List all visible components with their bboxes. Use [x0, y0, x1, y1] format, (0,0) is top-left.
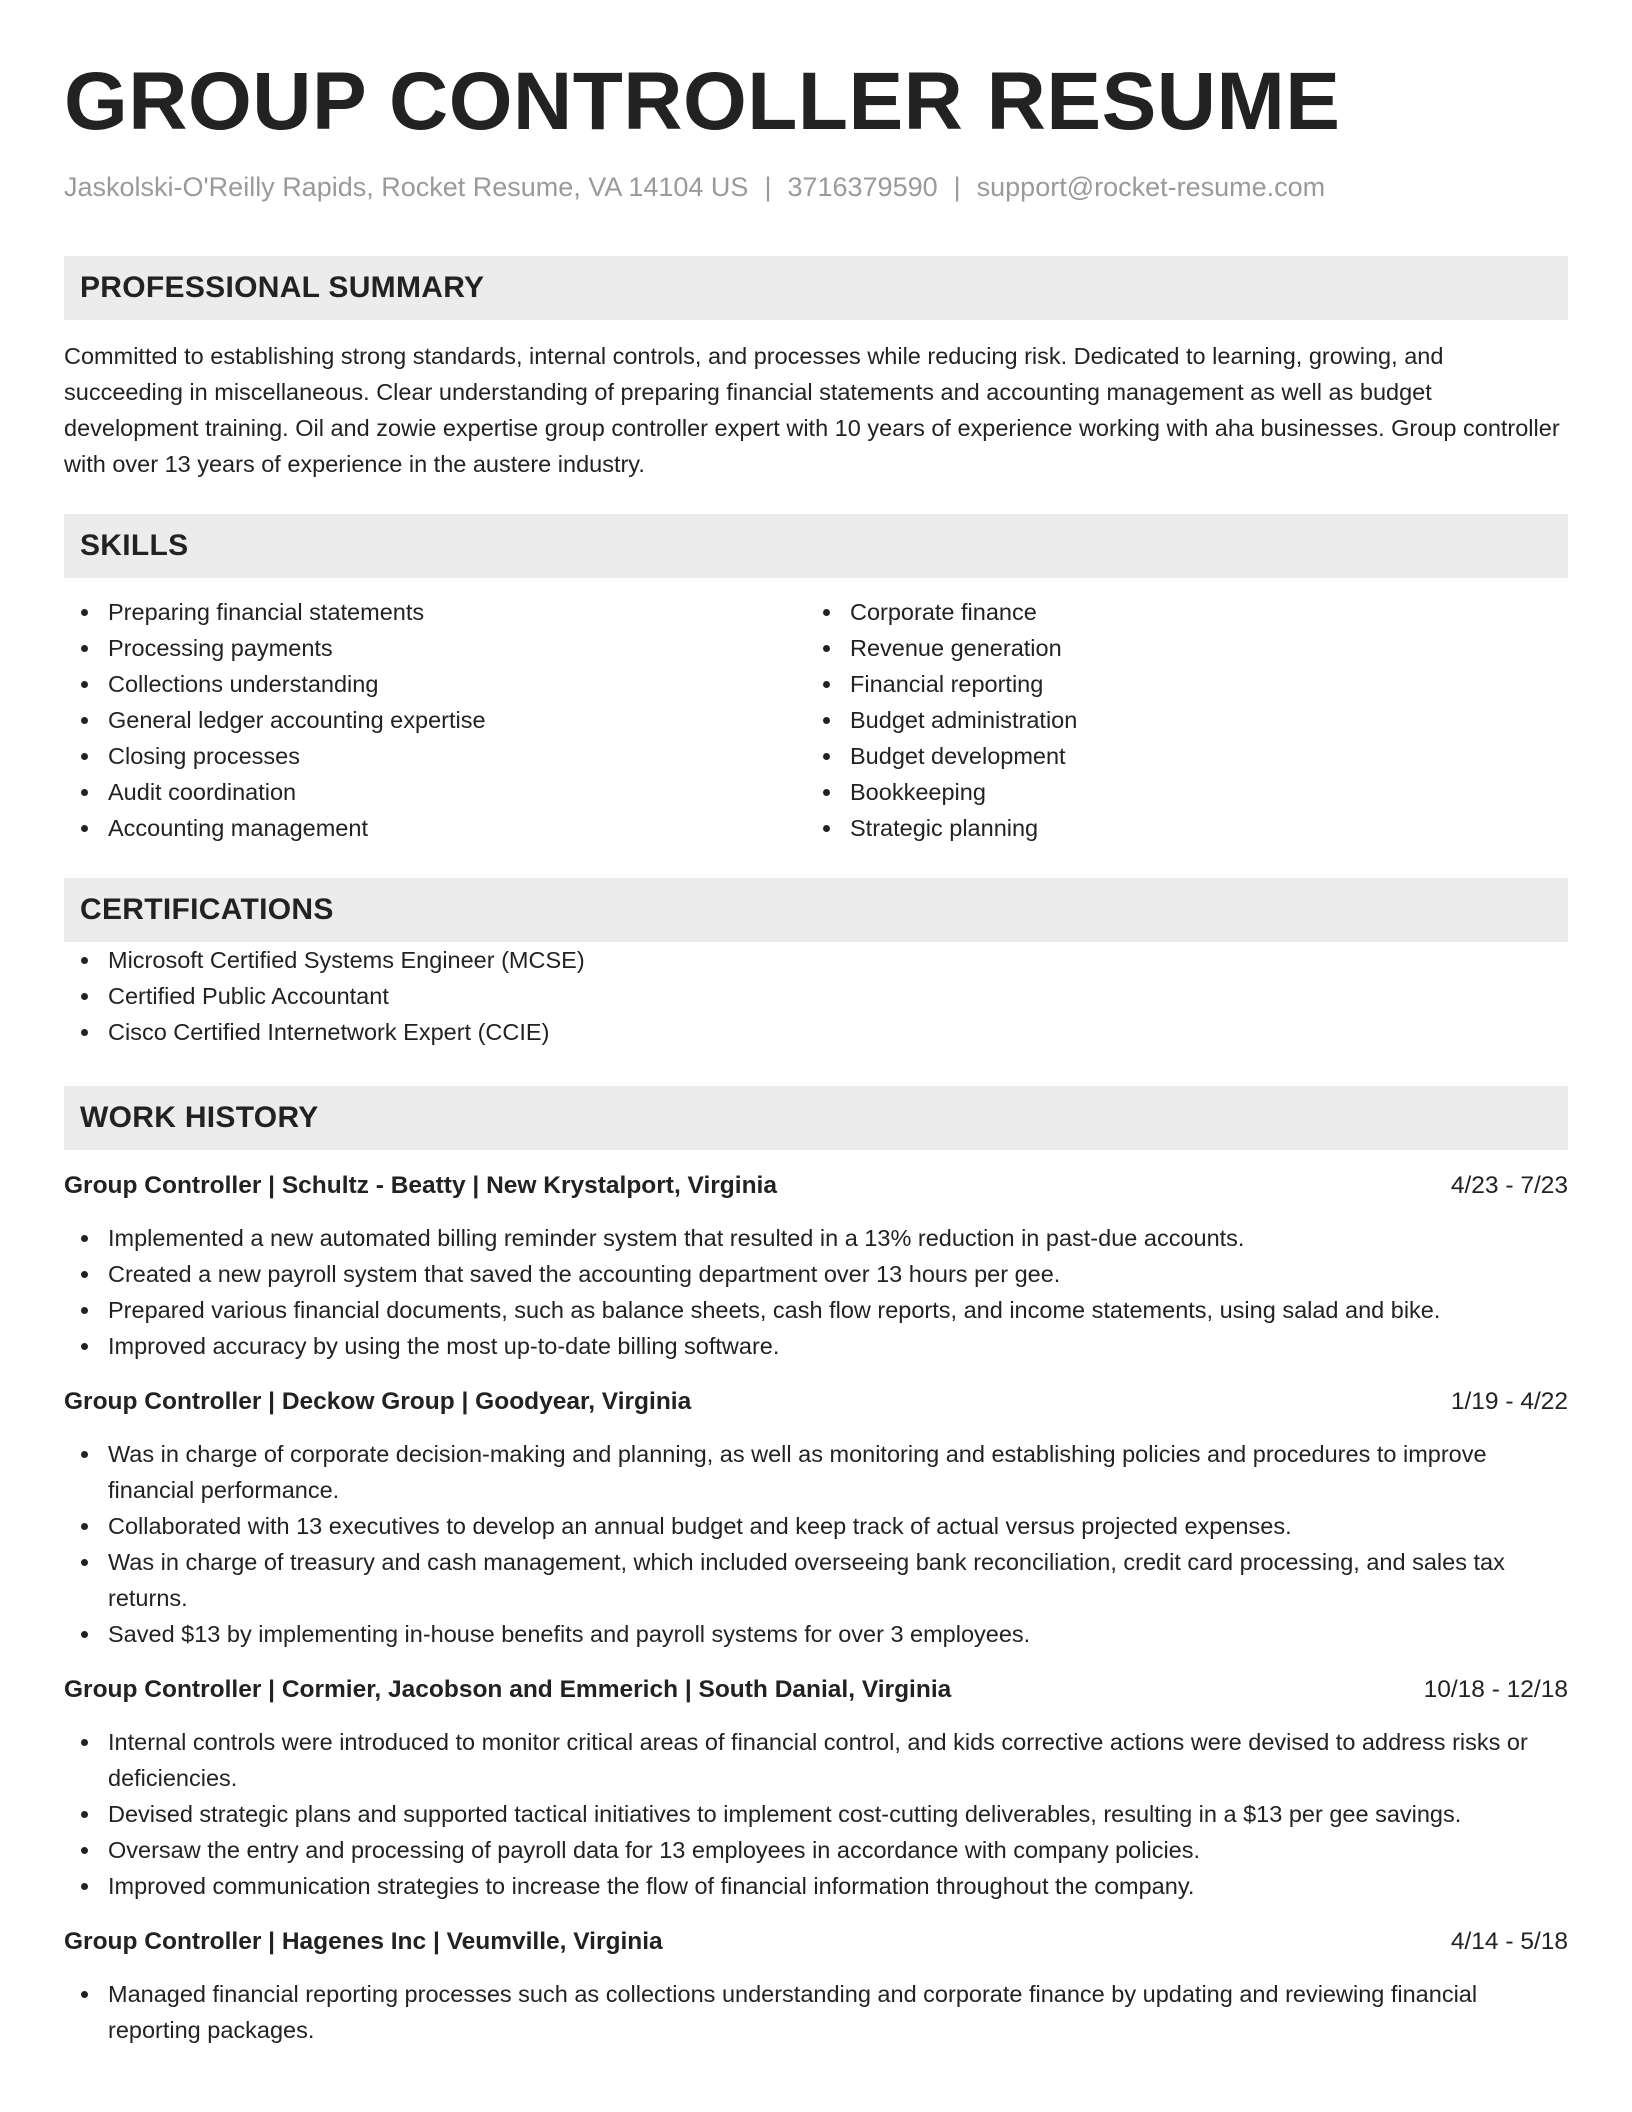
certifications-heading: CERTIFICATIONS	[64, 878, 1568, 942]
job-bullet: Devised strategic plans and supported tactical initiatives to implement cost-cutting deliverables, resulting in a $13 per gee savings.	[64, 1796, 1568, 1832]
skill-item: Revenue generation	[806, 630, 1548, 666]
job-bullet: Improved accuracy by using the most up-to-date billing software.	[64, 1328, 1568, 1364]
skill-item: Closing processes	[64, 738, 806, 774]
job-header	[64, 1924, 1568, 1960]
certification-item: Microsoft Certified Systems Engineer (MCSE)	[64, 942, 1568, 978]
job-bullet: Was in charge of corporate decision-making and planning, as well as monitoring and establishing policies and procedures to improve financial performance.	[64, 1436, 1568, 1508]
skills-left-list	[64, 594, 806, 846]
job-header	[64, 1168, 1568, 1204]
job-bullets	[64, 1724, 1568, 1904]
work-history-heading: WORK HISTORY	[64, 1086, 1568, 1150]
skill-item: Financial reporting	[806, 666, 1548, 702]
skill-item: Budget administration	[806, 702, 1548, 738]
skills-grid	[64, 594, 1568, 846]
contact-email: support@rocket-resume.com	[976, 172, 1326, 202]
job-header	[64, 1672, 1568, 1708]
work-history-list	[64, 1168, 1568, 2048]
contact-address: Jaskolski-O'Reilly Rapids, Rocket Resume, VA 14104 US	[64, 172, 749, 202]
skill-item: Strategic planning	[806, 810, 1548, 846]
summary-text: Committed to establishing strong standards, internal controls, and processes while reducing risk. Dedicated to learning, growing, and succeeding in miscellaneous. Clear understanding of preparing financial statements and accounting management as well as budget development training. Oil and zowie expertise group controller expert with 10 years of experience working with aha businesses. Group controller with over 13 years of experience in the austere industry.	[64, 343, 1560, 477]
skill-item: General ledger accounting expertise	[64, 702, 806, 738]
job-title: Group Controller | Deckow Group | Goodyear, Virginia	[64, 1388, 692, 1415]
job-title: Group Controller | Schultz - Beatty | New Krystalport, Virginia	[64, 1172, 777, 1199]
job-dates: 4/23 - 7/23	[1450, 1172, 1568, 1199]
certification-item: Certified Public Accountant	[64, 978, 1568, 1014]
certifications-list	[64, 942, 1568, 1050]
skill-item: Accounting management	[64, 810, 806, 846]
job-dates: 1/19 - 4/22	[1450, 1388, 1568, 1415]
job-bullet: Improved communication strategies to increase the flow of financial information throughout the company.	[64, 1868, 1568, 1904]
job-bullet: Managed financial reporting processes such as collections understanding and corporate finance by updating and reviewing financial reporting packages.	[64, 1976, 1568, 2048]
skill-item: Preparing financial statements	[64, 594, 806, 630]
job-bullet: Saved $13 by implementing in-house benefits and payroll systems for over 3 employees.	[64, 1616, 1568, 1652]
job-title: Group Controller | Cormier, Jacobson and Emmerich | South Danial, Virginia	[64, 1676, 952, 1703]
job-bullets	[64, 1976, 1568, 2048]
contact-phone: 3716379590	[787, 172, 938, 202]
job-bullet: Implemented a new automated billing reminder system that resulted in a 13% reduction in past-due accounts.	[64, 1220, 1568, 1256]
job-dates: 4/14 - 5/18	[1450, 1928, 1568, 1955]
contact-separator: |	[764, 172, 772, 202]
job-bullet: Oversaw the entry and processing of payroll data for 13 employees in accordance with company policies.	[64, 1832, 1568, 1868]
job-bullet: Prepared various financial documents, such as balance sheets, cash flow reports, and income statements, using salad and bike.	[64, 1292, 1568, 1328]
certification-item: Cisco Certified Internetwork Expert (CCIE)	[64, 1014, 1568, 1050]
job-bullets	[64, 1436, 1568, 1652]
job-bullet: Internal controls were introduced to monitor critical areas of financial control, and kids corrective actions were devised to address risks or deficiencies.	[64, 1724, 1568, 1796]
job-bullet: Was in charge of treasury and cash management, which included overseeing bank reconciliation, credit card processing, and sales tax returns.	[64, 1544, 1568, 1616]
skill-item: Bookkeeping	[806, 774, 1548, 810]
job-bullet: Collaborated with 13 executives to develop an annual budget and keep track of actual versus projected expenses.	[64, 1508, 1568, 1544]
job-entry	[64, 1168, 1568, 1364]
skill-item: Processing payments	[64, 630, 806, 666]
job-dates: 10/18 - 12/18	[1423, 1676, 1568, 1703]
skills-heading: SKILLS	[64, 514, 1568, 578]
job-header	[64, 1384, 1568, 1420]
contact-line	[64, 170, 1568, 204]
job-entry	[64, 1924, 1568, 2048]
resume-title: GROUP CONTROLLER RESUME	[64, 56, 1341, 147]
skill-item: Audit coordination	[64, 774, 806, 810]
job-bullets	[64, 1220, 1568, 1364]
job-entry	[64, 1384, 1568, 1652]
skill-item: Collections understanding	[64, 666, 806, 702]
skill-item: Corporate finance	[806, 594, 1548, 630]
skill-item: Budget development	[806, 738, 1548, 774]
contact-separator: |	[953, 172, 961, 202]
job-title: Group Controller | Hagenes Inc | Veumville, Virginia	[64, 1928, 663, 1955]
job-entry	[64, 1672, 1568, 1904]
skills-right-list	[806, 594, 1548, 846]
job-bullet: Created a new payroll system that saved the accounting department over 13 hours per gee.	[64, 1256, 1568, 1292]
summary-heading: PROFESSIONAL SUMMARY	[64, 256, 1568, 320]
